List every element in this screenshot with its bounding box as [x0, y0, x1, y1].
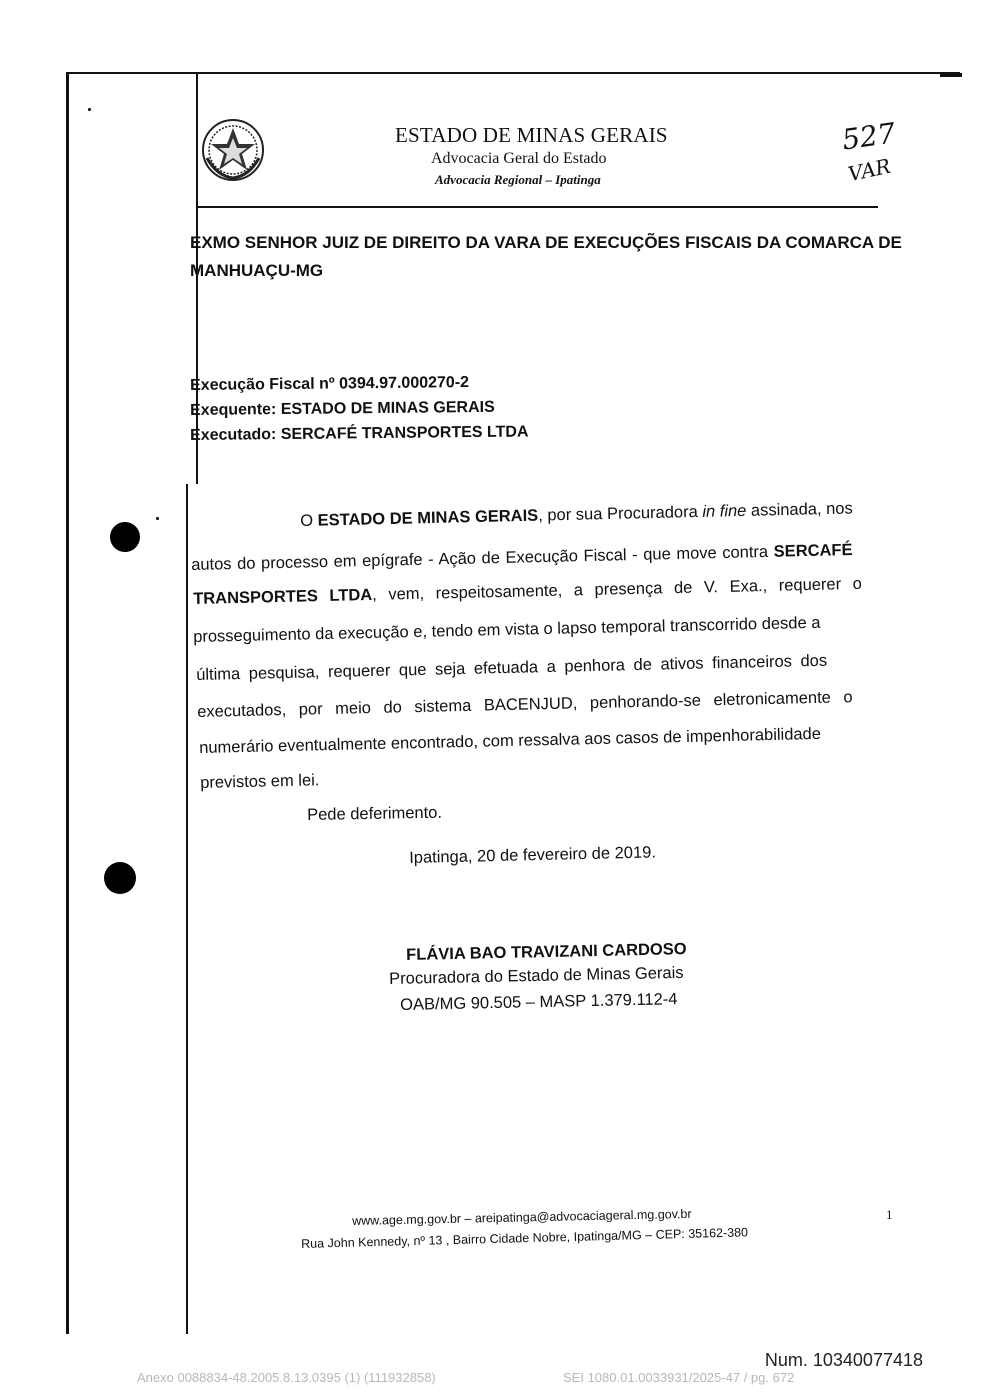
- footer-web: www.age.mg.gov.br – areipatinga@advocaciageral.mg.gov.br: [352, 1206, 692, 1228]
- punch-hole: [104, 862, 136, 894]
- state-title: ESTADO DE MINAS GERAIS: [395, 123, 668, 147]
- sei-stamp: SEI 1080.01.0033931/2025-47 / pg. 672: [563, 1370, 795, 1385]
- addressee-line-2: MANHUAÇU-MG: [190, 261, 324, 280]
- anexo-stamp: Anexo 0088834-48.2005.8.13.0395 (1) (111932858): [137, 1370, 436, 1385]
- document-number: Num. 10340077418: [764, 1350, 923, 1370]
- left-inner-border-lower: [186, 484, 188, 1334]
- case-exequente: Exequente: ESTADO DE MINAS GERAIS: [190, 398, 495, 419]
- signer-registration: OAB/MG 90.505 – MASP 1.379.112-4: [400, 990, 678, 1014]
- punch-hole: [110, 522, 140, 552]
- body-line-2: autos do processo em epígrafe - Ação de Execução Fiscal - que move contra SERCAFÉ: [191, 540, 853, 574]
- footer-address: Rua John Kennedy, nº 13 , Bairro Cidade Nobre, Ipatinga/MG – CEP: 35162-380: [301, 1225, 749, 1251]
- page-number: 1: [886, 1207, 893, 1222]
- body-line-1: O ESTADO DE MINAS GERAIS, por sua Procuradora in fine assinada, nos: [300, 499, 853, 530]
- signer-title: Procuradora do Estado de Minas Gerais: [389, 963, 684, 988]
- top-border-end: [940, 73, 962, 77]
- handwritten-page-number: 527: [839, 116, 898, 157]
- body-line-7: numerário eventualmente encontrado, com ressalva aos casos de impenhorabilidade: [199, 724, 822, 757]
- speck: [88, 108, 91, 111]
- addressee: [190, 229, 902, 285]
- case-executado: Executado: SERCAFÉ TRANSPORTES LTDA: [190, 423, 529, 444]
- header-rule: [198, 206, 878, 208]
- body-line-4: prosseguimento da execução e, tendo em vista o lapso temporal transcorrido desde a: [193, 613, 821, 646]
- closing: Pede deferimento.: [307, 803, 443, 824]
- top-border: [68, 72, 960, 74]
- coat-of-arms-icon: [201, 118, 265, 187]
- handwritten-initials: VAR: [845, 153, 893, 187]
- signer-name: FLÁVIA BAO TRAVIZANI CARDOSO: [406, 940, 687, 964]
- agency-name: Advocacia Geral do Estado: [431, 150, 607, 167]
- date-line: Ipatinga, 20 de fevereiro de 2019.: [409, 843, 657, 867]
- left-outer-border: [66, 72, 69, 1334]
- office-name: Advocacia Regional – Ipatinga: [435, 172, 601, 187]
- body-line-8: previstos em lei.: [200, 771, 320, 792]
- body-line-5: última pesquisa, requerer que seja efetuada a penhora de ativos financeiros dos: [196, 651, 828, 684]
- case-number: Execução Fiscal nº 0394.97.000270-2: [190, 374, 470, 394]
- addressee-line-1: EXMO SENHOR JUIZ DE DIREITO DA VARA DE EXECUÇÕES FISCAIS DA COMARCA DE: [190, 233, 902, 252]
- body-line-3: TRANSPORTES LTDA, vem, respeitosamente, a presença de V. Exa., requerer o: [193, 574, 863, 608]
- body-line-6: executados, por meio do sistema BACENJUD, penhorando-se eletronicamente o: [197, 688, 853, 721]
- speck: [156, 517, 159, 520]
